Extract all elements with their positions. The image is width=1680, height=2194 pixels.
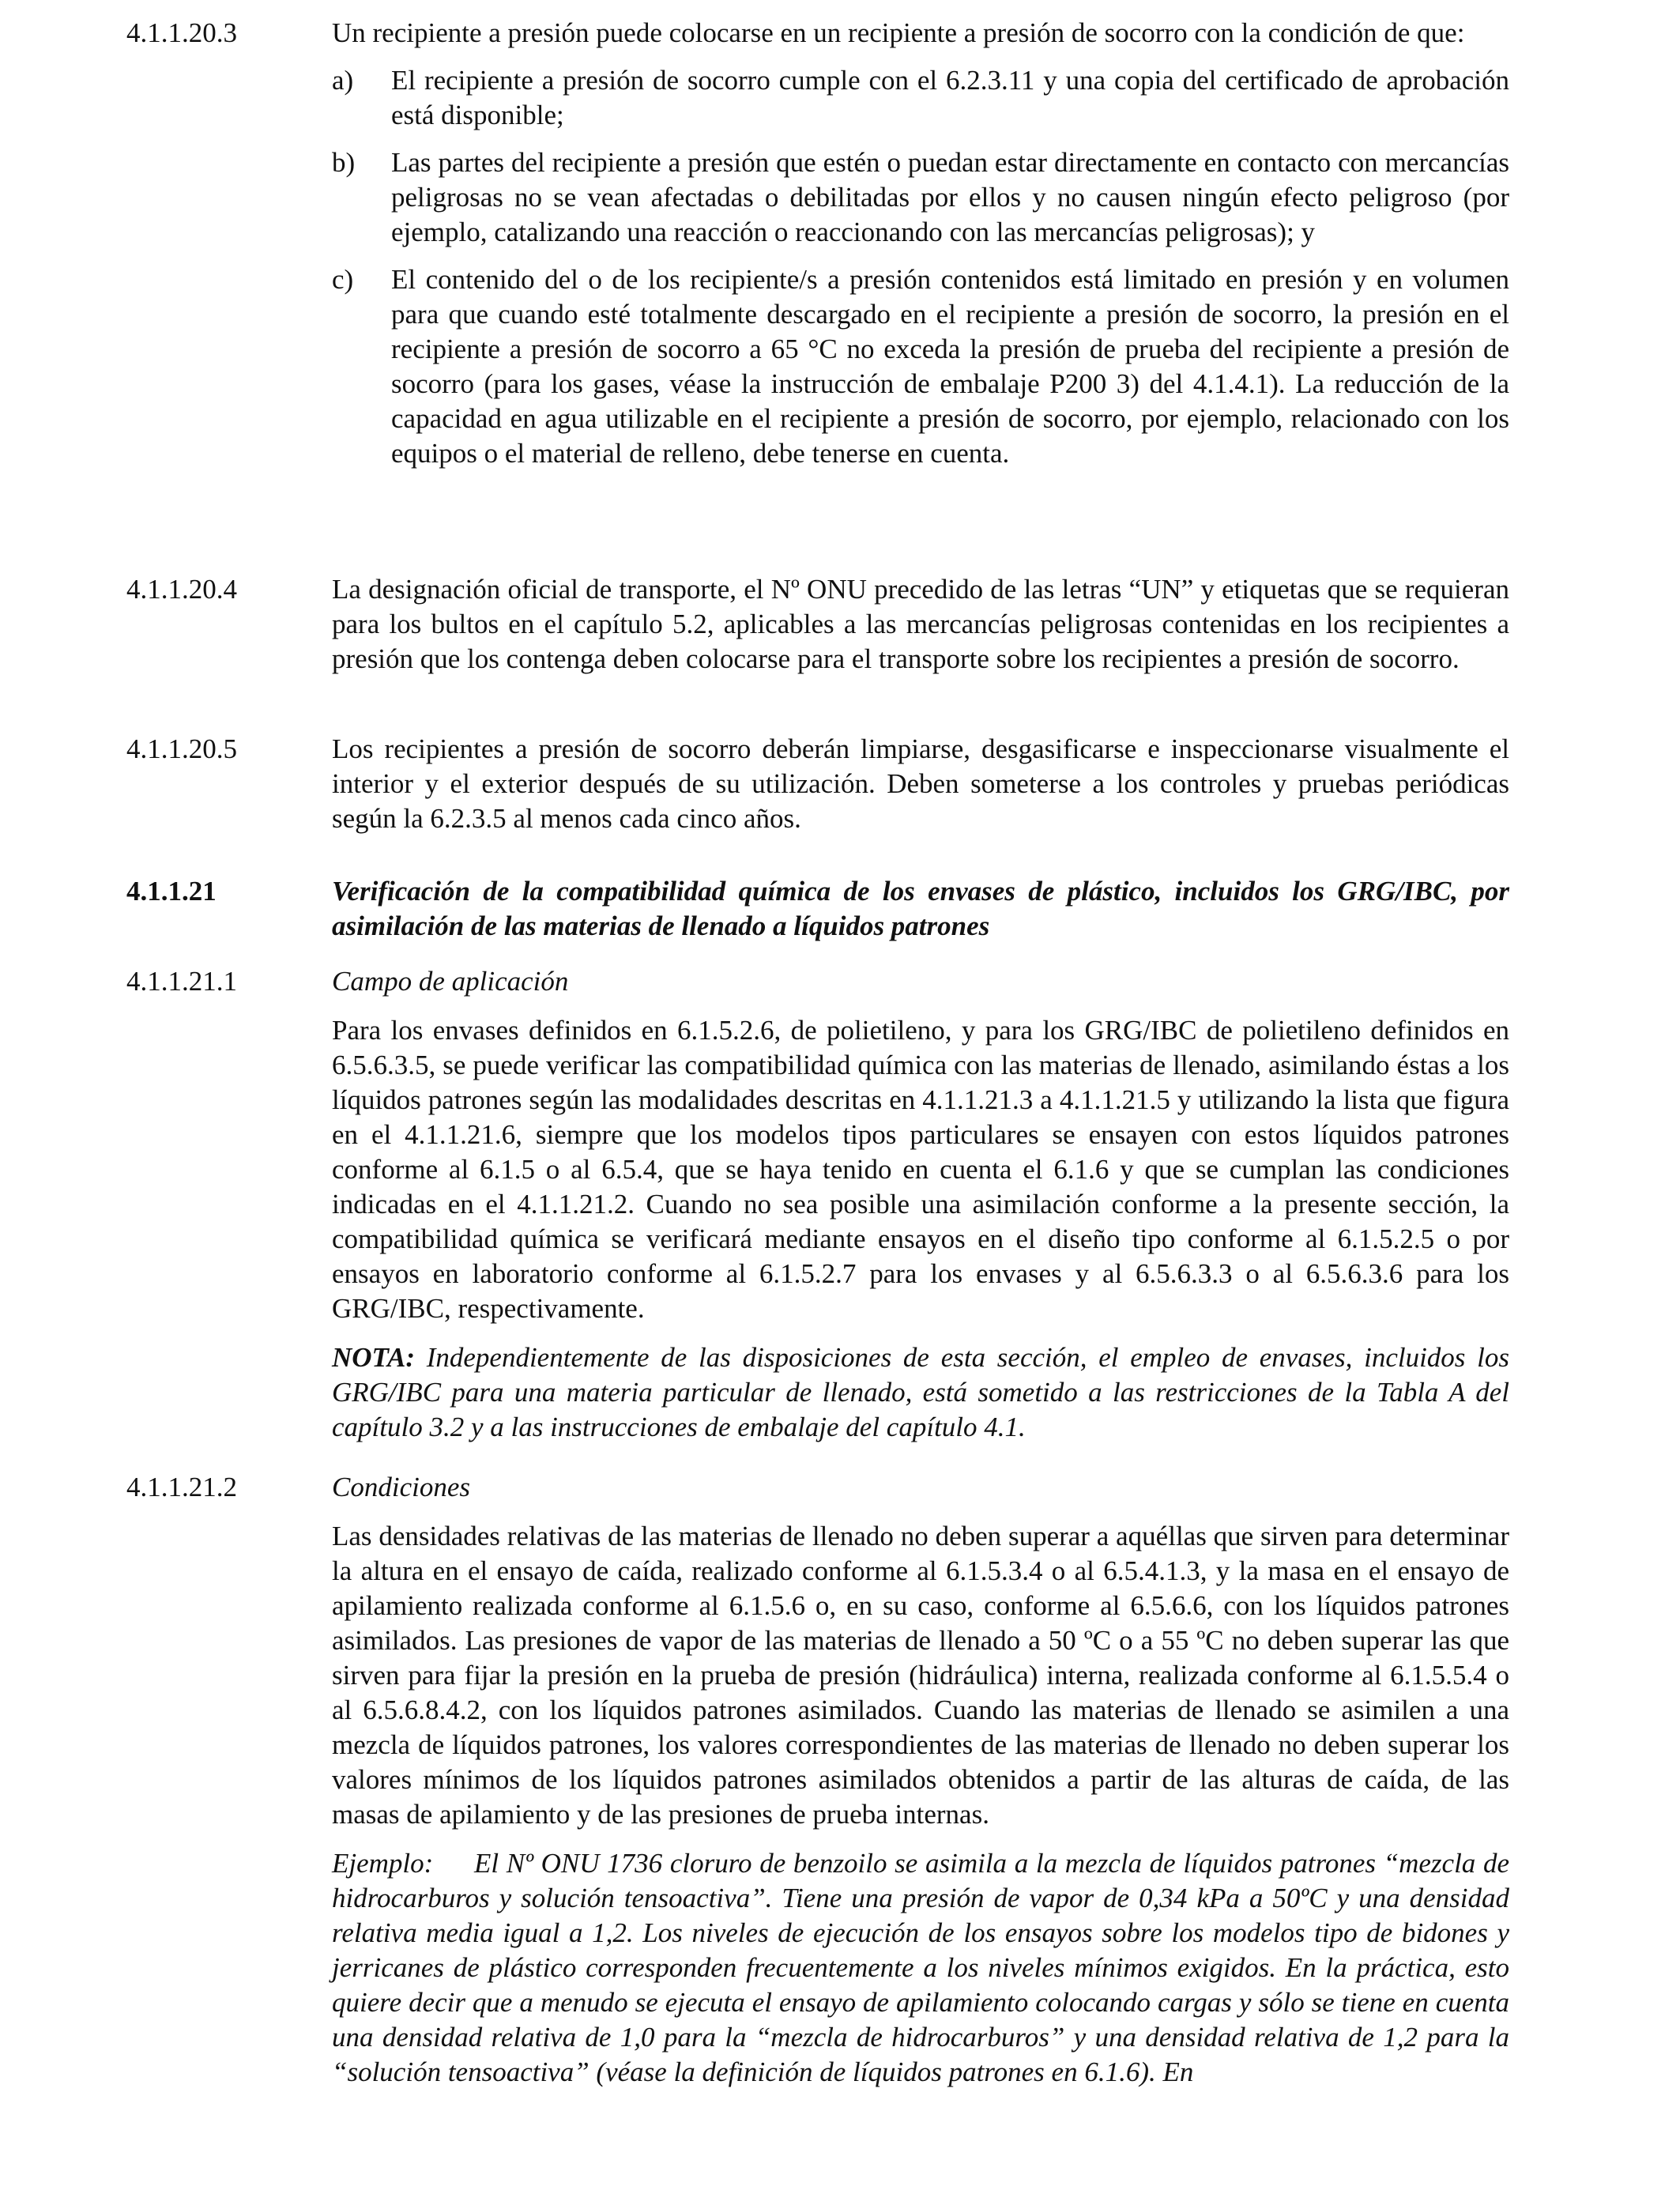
list-item-label: c) <box>332 264 354 295</box>
section-intro: Un recipiente a presión puede colocarse en un recipiente a presión de socorro con la condición de que: <box>332 17 1465 48</box>
note-label: NOTA: <box>332 1342 415 1373</box>
example-text: El Nº ONU 1736 cloruro de benzoilo se asimila a la mezcla de líquidos patrones “mezcla de hidrocarburos y solución tensoactiva”. Tiene una presión de vapor de 0,34 kPa a 50ºC y una densidad relativa media igual a 1,2. Los niveles de ejecución de los ensayos sobre los modelos tipo de bidones y jerricanes de plástico corresponden frecuentemente a los niveles mínimos exigidos. En la práctica, esto quiere decir que a menudo se ejecuta el ensayo de apilamiento colocando cargas y sólo se tiene en cuenta una densidad relativa de 1,0 para la “mezcla de hidrocarburos” y una densidad relativa de 1,2 para la “solución tensoactiva” (véase la definición de líquidos patrones en 6.1.6). En <box>332 1848 1509 2087</box>
list-item-text: El contenido del o de los recipiente/s a presión contenidos está limitado en presión y en volumen para que cuando esté totalmente descargado en el recipiente a presión de socorro, la presión en el recipiente a presión de socorro a 65 °C no exceda la presión de prueba del recipiente a presión de socorro (para los gases, véase la instrucción de embalaje P200 3) del 4.1.4.1). La reducción de la capacidad en agua utilizable en el recipiente a presión de socorro, por ejemplo, relacionado con los equipos o el material de relleno, debe tenerse en cuenta. <box>391 264 1509 469</box>
section-number: 4.1.1.20.3 <box>126 17 237 48</box>
section-4-1-1-20-5 <box>126 732 1509 836</box>
section-number: 4.1.1.21 <box>126 876 217 907</box>
section-text: La designación oficial de transporte, el Nº ONU precedido de las letras “UN” y etiquetas que se requieran para los bultos en el capítulo 5.2, aplicables a las mercancías peligrosas contenidas en los recipientes a presión que los contenga deben colocarse para el transporte sobre los recipientes a presión de socorro. <box>332 574 1509 674</box>
list-item-b <box>332 145 1509 250</box>
section-heading: Condiciones <box>332 1472 470 1502</box>
note <box>332 1340 1509 1445</box>
list-item-text: Las partes del recipiente a presión que estén o puedan estar directamente en contacto con mercancías peligrosas no se vean afectadas o debilitadas por ellos y no causen ningún efecto peligroso (por ejemplo, catalizando una reacción o reaccionando con las mercancías peligrosas); y <box>391 147 1509 247</box>
list-item-a <box>332 63 1509 133</box>
section-4-1-1-21-1 <box>126 964 1509 1445</box>
section-4-1-1-21 <box>126 874 1509 944</box>
note-text: Independientemente de las disposiciones de esta sección, el empleo de envases, incluidos los GRG/IBC para una materia particular de llenado, está sometido a las restricciones de la Tabla A del capítulo 3.2 y a las instrucciones de embalaje del capítulo 4.1. <box>332 1342 1509 1442</box>
list-item-label: b) <box>332 147 356 178</box>
section-heading: Campo de aplicación <box>332 966 569 997</box>
example-label: Ejemplo: <box>332 1848 434 1879</box>
example <box>332 1846 1509 2090</box>
section-4-1-1-20-3 <box>126 16 1509 471</box>
section-text: Para los envases definidos en 6.1.5.2.6, de polietileno, y para los GRG/IBC de polietileno definidos en 6.5.6.3.5, se puede verificar las compatibilidad química con las materias de llenado, asimilando éstas a los líquidos patrones según las modalidades descritas en 4.1.1.21.3 a 4.1.1.21.5 y utilizando la lista que figura en el 4.1.1.21.6, siempre que los modelos tipos particulares se ensayen con estos líquidos patrones conforme al 6.1.5 o al 6.5.4, que se haya tenido en cuenta el 6.1.6 y que se cumplan las condiciones indicadas en el 4.1.1.21.2. Cuando no sea posible una asimilación conforme a la presente sección, la compatibilidad química se verificará mediante ensayos en el diseño tipo conforme al 6.1.5.2.5 o por ensayos en laboratorio conforme al 6.1.5.2.7 para los envases y al 6.5.6.3.3 o al 6.5.6.3.6 para los GRG/IBC, respectivamente. <box>332 1015 1509 1324</box>
section-text: Las densidades relativas de las materias de llenado no deben superar a aquéllas que sirven para determinar la altura en el ensayo de caída, realizado conforme al 6.1.5.3.4 o al 6.5.4.1.3, y la masa en el ensayo de apilamiento realizada conforme al 6.1.5.6 o, en su caso, conforme al 6.5.6.6, con los líquidos patrones asimilados. Las presiones de vapor de las materias de llenado a 50 ºC o a 55 ºC no deben superar las que sirven para fijar la presión en la prueba de presión (hidráulica) interna, realizada conforme al 6.1.5.5.4 o al 6.5.6.8.4.2, con los líquidos patrones asimilados. Cuando las materias de llenado se asimilen a una mezcla de líquidos patrones, los valores correspondientes de las materias de llenado no deben superar los valores mínimos de los líquidos patrones asimilados obtenidos a partir de las alturas de caída, de las masas de apilamiento y de las presiones de prueba internas. <box>332 1521 1509 1830</box>
section-number: 4.1.1.21.2 <box>126 1472 237 1502</box>
section-title: Verificación de la compatibilidad química de los envases de plástico, incluidos los GRG/IBC, por asimilación de las materias de llenado a líquidos patrones <box>332 876 1509 941</box>
section-number: 4.1.1.21.1 <box>126 966 237 997</box>
list-item-c <box>332 262 1509 471</box>
section-number: 4.1.1.20.4 <box>126 574 237 605</box>
list-item-label: a) <box>332 65 354 96</box>
section-4-1-1-21-2 <box>126 1470 1509 2090</box>
section-4-1-1-20-4 <box>126 572 1509 677</box>
section-text: Los recipientes a presión de socorro deberán limpiarse, desgasificarse e inspeccionarse visualmente el interior y el exterior después de su utilización. Deben someterse a los controles y pruebas periódicas según la 6.2.3.5 al menos cada cinco años. <box>332 733 1509 834</box>
list-item-text: El recipiente a presión de socorro cumple con el 6.2.3.11 y una copia del certificado de aprobación está disponible; <box>391 65 1509 130</box>
section-number: 4.1.1.20.5 <box>126 733 237 764</box>
